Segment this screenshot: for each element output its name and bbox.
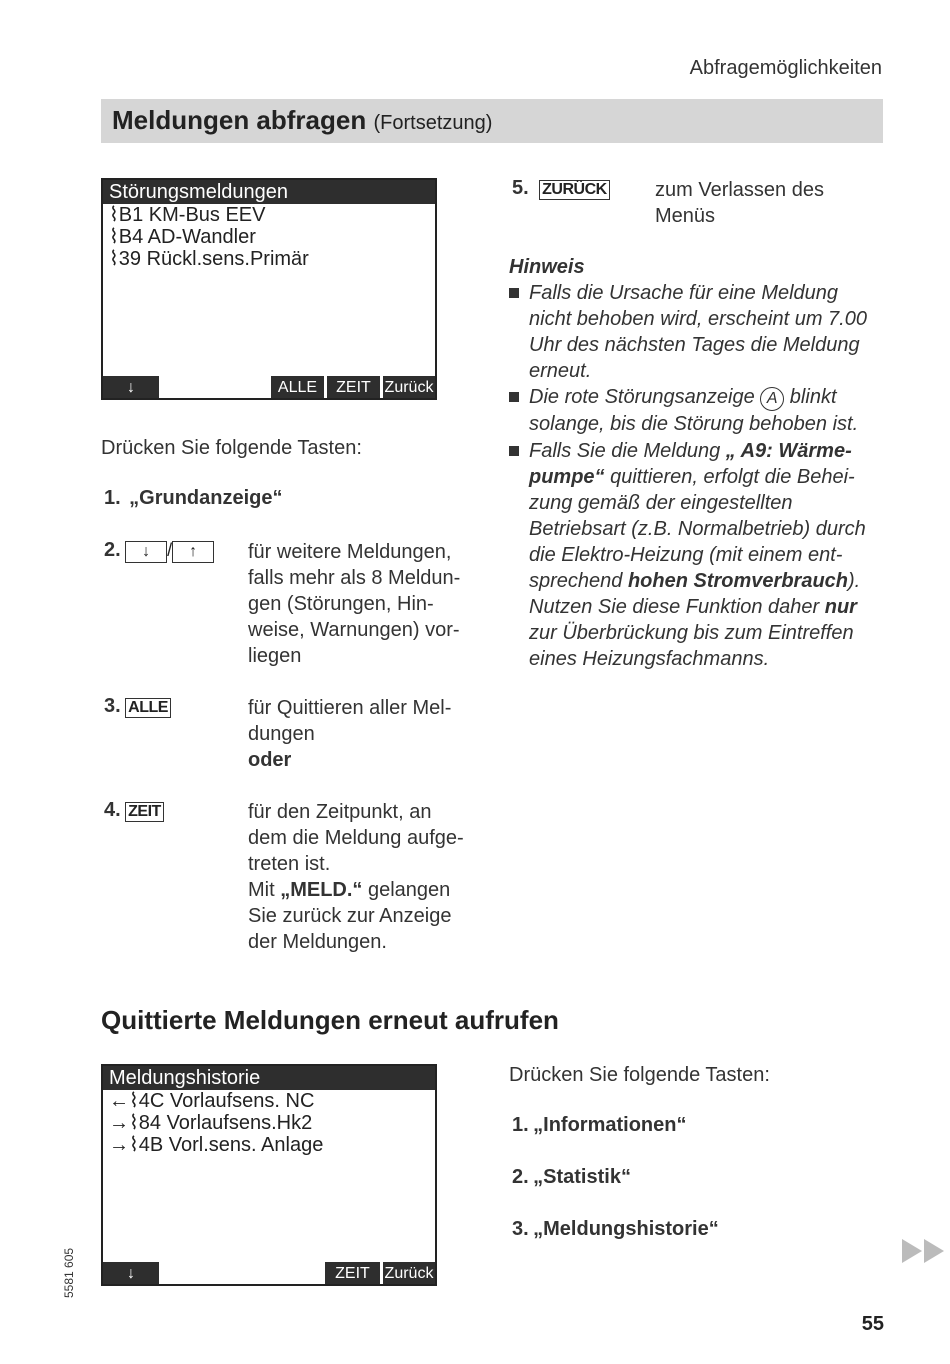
step-1-label: „Grundanzeige“ xyxy=(129,487,283,509)
lightning-fault-icon: ⌇ xyxy=(109,226,119,248)
section-title: Meldungen abfragen (Fortsetzung) xyxy=(112,105,493,135)
hinweis-heading: Hinweis xyxy=(509,256,585,278)
note-2: Die rote Störungsanzeige A blinkt solange, bis die Störung behoben ist. xyxy=(509,384,889,437)
step-5: 5. ZURÜCK xyxy=(512,177,610,200)
bullet-icon xyxy=(509,446,519,456)
intro-text: Drücken Sie folgende Tasten: xyxy=(101,437,362,459)
section-subtitle: (Fortsetzung) xyxy=(373,112,493,134)
header-section-title: Abfragemöglichkeiten xyxy=(689,57,882,79)
history-row: →⌇84 Vorlaufsens.Hk2 xyxy=(109,1112,313,1134)
section-bar xyxy=(101,99,883,143)
fault-indicator-a-icon: A xyxy=(760,387,784,411)
fault-row: ⌇B4 AD-Wandler xyxy=(109,226,256,248)
arrow-up-key[interactable]: ↑ xyxy=(172,541,214,563)
step-4: 4. ZEIT xyxy=(104,799,164,822)
bullet-icon xyxy=(509,392,519,402)
lightning-fault-icon: ⌇ xyxy=(109,248,119,270)
double-arrow-right-icon[interactable] xyxy=(900,1238,948,1269)
alle-key[interactable]: ALLE xyxy=(125,698,171,718)
step-info-2: 2. „Statistik“ xyxy=(512,1166,631,1188)
step-1: 1. „Grundanzeige“ xyxy=(104,487,283,509)
step-4-text: für den Zeitpunkt, an dem die Meldung aufge- treten ist. Mit „MELD.“ gelangen Sie zurück zur Anzeige der Meldungen. xyxy=(248,801,464,953)
step-5-text: zum Verlassen des Menüs xyxy=(655,179,824,227)
oder-text: oder xyxy=(248,749,292,771)
down-softkey[interactable]: ↓ xyxy=(103,1262,159,1284)
step-3-text: für Quittieren aller Mel- dungen oder xyxy=(248,697,452,771)
alle-softkey[interactable]: ALLE xyxy=(271,376,324,398)
zeit-softkey[interactable]: ZEIT xyxy=(325,1262,380,1284)
step-3: 3. ALLE xyxy=(104,695,171,718)
note-1: Falls die Ursache für eine Meldung nicht behoben wird, erscheint um 7.00 Uhr des nächsten Tages die Meldung erneut. xyxy=(509,280,889,384)
page-number: 55 xyxy=(861,1313,884,1335)
down-softkey[interactable]: ↓ xyxy=(103,376,159,398)
lightning-fault-icon: ⌇ xyxy=(129,1134,139,1156)
lightning-fault-icon: ⌇ xyxy=(129,1090,139,1112)
lcd-display-history xyxy=(101,1064,437,1286)
note-3: Falls Sie die Meldung „ A9: Wärme- pumpe“ quittieren, erfolgt die Behei- zung gemäß der eingestellten Betriebsart (z.B. Normalbetrieb) durch die Elektro-Heizung (mit einem ent- sprechend hohen Stromverbrauch). Nutzen Sie diese Funktion daher nur zur Überbrückung bis zum Eintreffen eines Heizungsfachmanns. xyxy=(509,438,889,672)
step-2: 2. ↓ / ↑ xyxy=(104,539,214,563)
bullet-icon xyxy=(509,288,519,298)
step-2-text: für weitere Meldungen, falls mehr als 8 Meldun- gen (Störungen, Hin- weise, Warnungen) vor- liegen xyxy=(248,541,461,667)
step-info-3: 3. „Meldungshistorie“ xyxy=(512,1218,719,1240)
fault-row: ⌇B1 KM-Bus EEV xyxy=(109,204,266,226)
section-2-title: Quittierte Meldungen erneut aufrufen xyxy=(101,1005,559,1035)
arrow-down-key[interactable]: ↓ xyxy=(125,541,167,563)
zeit-softkey[interactable]: ZEIT xyxy=(327,376,380,398)
zurueck-softkey[interactable]: Zurück xyxy=(383,1262,435,1284)
zurueck-key[interactable]: ZURÜCK xyxy=(539,180,610,200)
fault-row: ⌇39 Rückl.sens.Primär xyxy=(109,248,309,270)
lightning-fault-icon: ⌇ xyxy=(129,1112,139,1134)
intro-text-2: Drücken Sie folgende Tasten: xyxy=(509,1064,770,1086)
zeit-key[interactable]: ZEIT xyxy=(125,802,164,822)
zurueck-softkey[interactable]: Zurück xyxy=(383,376,435,398)
lcd-display-faults xyxy=(101,178,437,400)
display-title: Meldungshistorie xyxy=(103,1066,435,1090)
lightning-fault-icon: ⌇ xyxy=(109,204,119,226)
document-code: 5581 605 xyxy=(62,1247,76,1298)
step-info-1: 1. „Informationen“ xyxy=(512,1114,687,1136)
history-row: →⌇4B Vorl.sens. Anlage xyxy=(109,1134,324,1156)
history-row: ←⌇4C Vorlaufsens. NC xyxy=(109,1090,315,1112)
display-title: Störungsmeldungen xyxy=(103,180,435,204)
